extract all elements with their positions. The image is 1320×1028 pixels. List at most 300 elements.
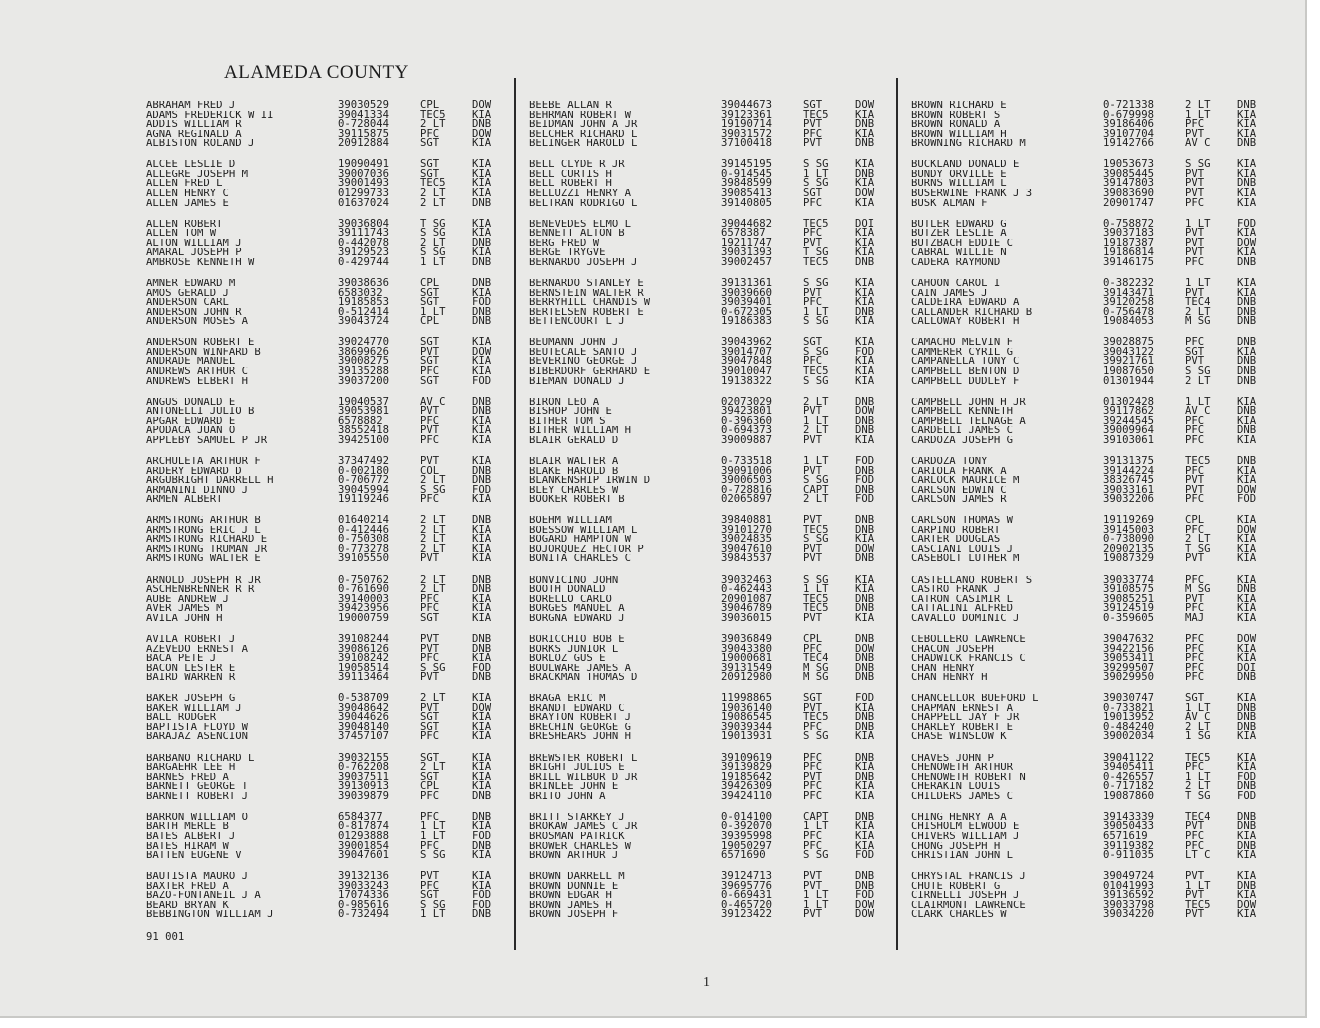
roster-entry <box>529 495 901 505</box>
entry-rank: 1 LT <box>803 167 829 180</box>
entry-rank: SGT <box>420 137 440 150</box>
entry-status: DNB <box>472 839 492 852</box>
roster-entry <box>146 395 518 408</box>
entry-serial: 0-733821 <box>1103 701 1155 714</box>
roster-entry <box>529 345 901 358</box>
entry-name: CAMACHO MELVIN F <box>911 338 1014 348</box>
entry-rank: PFC <box>1185 118 1205 131</box>
entry-serial: 39085413 <box>721 186 773 199</box>
entry-status: FOD <box>1237 770 1257 783</box>
entry-rank: S SG <box>420 898 446 911</box>
entry-rank: SGT <box>420 355 440 368</box>
entry-name: CHENOWETH ARTHUR <box>911 763 1014 773</box>
roster-group <box>911 694 1283 742</box>
entry-serial: 0-512414 <box>338 305 390 318</box>
entry-name: BENNETT ALTON B <box>529 229 625 239</box>
entry-status: KIA <box>1237 830 1257 843</box>
roster-entry <box>146 426 518 436</box>
entry-status: DOW <box>1237 898 1257 911</box>
entry-status: FOD <box>855 889 875 902</box>
roster-group <box>529 810 901 862</box>
entry-serial: 39085251 <box>1103 592 1155 605</box>
entry-rank: T SG <box>803 246 829 259</box>
entry-serial: 0-462443 <box>721 583 773 596</box>
roster-entry <box>911 535 1283 545</box>
entry-status: DNB <box>855 395 875 408</box>
page-title: ALAMEDA COUNTY <box>224 62 409 83</box>
entry-serial: 39050433 <box>1103 820 1155 833</box>
entry-rank: TEC4 <box>803 652 829 665</box>
roster-entry <box>529 535 901 545</box>
entry-serial: 01293888 <box>338 830 390 843</box>
roster-entry <box>146 782 518 792</box>
entry-status: FOD <box>472 830 492 843</box>
roster-entry <box>146 763 518 773</box>
entry-status: DOW <box>472 701 492 714</box>
entry-status: DNB <box>1237 711 1257 724</box>
entry-serial: 19090491 <box>338 158 390 171</box>
roster-group <box>529 632 901 684</box>
entry-serial: 02073029 <box>721 395 773 408</box>
entry-name: ARMEN ALBERT <box>146 495 223 505</box>
entry-serial: 39111743 <box>338 227 390 240</box>
roster-entry <box>146 822 518 832</box>
entry-name: BUSERWINE FRANK J 3 <box>911 188 1033 199</box>
entry-name: CASTRO FRANK J <box>911 585 1001 595</box>
entry-status: DNB <box>472 632 492 645</box>
roster-entry <box>146 751 518 764</box>
entry-name: ANDERSON CARL <box>146 298 229 308</box>
roster-group <box>146 454 518 506</box>
entry-rank: PFC <box>420 652 440 665</box>
entry-status: DOW <box>855 908 875 921</box>
entry-serial: 0-669431 <box>721 889 773 902</box>
entry-rank: PVT <box>1185 236 1205 249</box>
entry-name: CAMPBELL DUDLEY F <box>911 376 1020 387</box>
entry-name: CHENOWETH ROBERT N <box>911 772 1026 783</box>
roster-group <box>911 276 1283 328</box>
entry-serial: 6578882 <box>338 414 383 427</box>
entry-serial: 39037183 <box>1103 227 1155 240</box>
roster-entry <box>146 364 518 377</box>
entry-rank: PVT <box>803 236 823 249</box>
entry-rank: AV C <box>1185 137 1211 150</box>
roster-entry <box>146 338 518 348</box>
roster-entry <box>911 286 1283 299</box>
entry-status: KIA <box>1237 514 1257 527</box>
entry-status: FOD <box>472 661 492 674</box>
entry-name: BEHRMAN ROBERT W <box>529 110 632 121</box>
entry-name: ARMSTRONG RICHARD E <box>146 535 268 545</box>
entry-status: KIA <box>1237 870 1257 883</box>
entry-serial: 6583032 <box>338 286 383 299</box>
entry-rank: AV C <box>1185 405 1211 418</box>
entry-name: BAXTER FRED A <box>146 881 229 892</box>
entry-serial: 19087860 <box>1103 789 1155 802</box>
entry-serial: 39395998 <box>721 830 773 843</box>
entry-name: CIRNELLI JOSEPH J <box>911 891 1020 901</box>
entry-status: KIA <box>855 127 875 140</box>
entry-status: KIA <box>1237 602 1257 615</box>
entry-status: KIA <box>472 177 492 190</box>
roster-entry <box>529 732 901 742</box>
entry-name: CAMPBELL TELNAGE A <box>911 416 1026 427</box>
roster-entry <box>146 495 518 505</box>
entry-rank: PFC <box>420 364 440 377</box>
roster-entry <box>146 642 518 655</box>
entry-rank: MAJ <box>1185 611 1205 624</box>
entry-rank: CPL <box>420 99 440 111</box>
roster-group <box>911 516 1283 564</box>
entry-serial: 0-717182 <box>1103 780 1155 793</box>
entry-serial: 39107704 <box>1103 127 1155 140</box>
roster-entry <box>146 832 518 842</box>
entry-rank: PVT <box>420 870 440 883</box>
roster-entry <box>529 357 901 367</box>
entry-name: BONVICINO JOHN <box>529 575 619 586</box>
roster-entry <box>146 317 518 327</box>
entry-status: KIA <box>472 652 492 665</box>
entry-name: BALL RODGER <box>146 713 217 723</box>
entry-serial: 39423956 <box>338 602 390 615</box>
entry-serial: 0-914545 <box>721 167 773 180</box>
entry-name: ARCHULETA ARTHUR F <box>146 456 261 467</box>
roster-group <box>911 573 1283 624</box>
roster-entry <box>529 701 901 714</box>
entry-name: BREWSTER ROBERT L <box>529 753 638 764</box>
entry-rank: 2 LT <box>803 395 829 408</box>
roster-entry <box>529 255 901 268</box>
roster-entry <box>146 523 518 536</box>
entry-name: BISHOP JOHN E <box>529 407 612 417</box>
entry-name: CALLANDER RICHARD B <box>911 307 1033 318</box>
entry-rank: CPL <box>1185 514 1205 527</box>
entry-status: DOW <box>855 898 875 911</box>
entry-name: BATES ALBERT J <box>146 832 236 842</box>
entry-status: KIA <box>472 849 492 862</box>
entry-rank: PVT <box>803 870 823 883</box>
entry-name: BEARD BRYAN K <box>146 900 229 911</box>
roster-group <box>911 101 1283 149</box>
entry-serial: 39103061 <box>1103 433 1155 446</box>
entry-name: CHANCELLOR BUEFORD L <box>911 694 1039 704</box>
entry-rank: SGT <box>803 692 823 705</box>
roster-entry <box>146 701 518 714</box>
entry-serial: 39030529 <box>338 99 390 111</box>
entry-status: KIA <box>472 611 492 624</box>
entry-name: BRACKMAN THOMAS D <box>529 673 638 683</box>
entry-name: CHAPMAN ERNEST A <box>911 703 1014 714</box>
entry-rank: 2 LT <box>1185 533 1211 546</box>
roster-entry <box>529 789 901 802</box>
entry-status: DNB <box>855 751 875 764</box>
entry-name: AVER JAMES M <box>146 604 223 614</box>
entry-name: CARDELLI JAMES C <box>911 426 1014 436</box>
entry-status: DNB <box>1237 305 1257 318</box>
entry-rank: 1 LT <box>803 583 829 596</box>
entry-status: DNB <box>472 573 492 586</box>
entry-serial: 39041334 <box>338 108 390 121</box>
entry-serial: 39047632 <box>1103 632 1155 645</box>
entry-name: CARPINO ROBERT <box>911 525 1001 536</box>
entry-status: DOW <box>855 405 875 418</box>
entry-name: BURNS WILLIAM L <box>911 179 1007 189</box>
roster-entry <box>146 632 518 645</box>
entry-serial: 01637024 <box>338 196 390 209</box>
entry-name: CHIVERS WILLIAM J <box>911 832 1020 842</box>
entry-rank: 2 LT <box>803 424 829 437</box>
entry-status: DNB <box>472 642 492 655</box>
entry-serial: 39043724 <box>338 315 390 328</box>
entry-serial: 0-429744 <box>338 255 390 268</box>
entry-rank: 2 LT <box>420 118 446 131</box>
roster-entry <box>529 139 901 149</box>
entry-rank: LT C <box>1185 849 1211 862</box>
entry-status: DNB <box>472 405 492 418</box>
entry-status: DNB <box>1237 355 1257 368</box>
roster-entry <box>146 357 518 367</box>
entry-rank: 2 LT <box>420 474 446 487</box>
roster-entry <box>146 483 518 496</box>
entry-serial: 19000681 <box>721 652 773 665</box>
entry-name: BUCKLAND DONALD E <box>911 160 1020 170</box>
entry-serial: 39009964 <box>1103 424 1155 437</box>
roster-entry <box>146 592 518 605</box>
roster-entry <box>911 179 1283 189</box>
entry-name: BIBERDORF GERHARD E <box>529 366 651 377</box>
entry-name: BAZO-FONTANEIL J A <box>146 891 261 901</box>
entry-serial: 39132136 <box>338 870 390 883</box>
entry-serial: 39921761 <box>1103 355 1155 368</box>
entry-rank: 2 LT <box>420 761 446 774</box>
entry-name: BROWN JOSEPH F <box>529 910 619 920</box>
entry-rank: SGT <box>420 286 440 299</box>
entry-name: BOEHM WILLIAM <box>529 516 612 526</box>
entry-name: ALLEGRE JOSEPH M <box>146 169 249 180</box>
entry-name: CAMPBELL BENTON D <box>911 366 1020 377</box>
entry-rank: PFC <box>1185 661 1205 674</box>
entry-serial: 39039344 <box>721 720 773 733</box>
entry-name: BEEBE ALLAN R <box>529 101 612 111</box>
entry-name: CALLOWAY ROBERT H <box>911 317 1020 327</box>
entry-status: KIA <box>1237 395 1257 408</box>
entry-status: KIA <box>472 433 492 446</box>
entry-status: DNB <box>472 671 492 684</box>
roster-entry <box>911 789 1283 802</box>
entry-status: KIA <box>855 830 875 843</box>
entry-serial: 0-382232 <box>1103 276 1155 289</box>
roster-entry <box>146 286 518 299</box>
entry-status: DNB <box>1237 424 1257 437</box>
entry-name: BATES HIRAM W <box>146 841 229 852</box>
entry-name: BELINGER HAROLD L <box>529 139 638 149</box>
entry-status: DNB <box>855 879 875 892</box>
roster-entry <box>911 464 1283 477</box>
entry-rank: 1 LT <box>1185 276 1211 289</box>
roster-entry <box>911 338 1283 348</box>
entry-status: KIA <box>472 186 492 199</box>
entry-status: KIA <box>472 158 492 171</box>
entry-rank: TEC5 <box>803 364 829 377</box>
entry-status: KIA <box>472 454 492 467</box>
roster-entry <box>146 720 518 733</box>
entry-rank: PVT <box>420 454 440 467</box>
entry-serial: 19185853 <box>338 296 390 309</box>
entry-serial: 39144224 <box>1103 464 1155 477</box>
entry-status: DNB <box>855 137 875 150</box>
entry-serial: 0-733518 <box>721 454 773 467</box>
roster-entry <box>911 395 1283 408</box>
entry-status: KIA <box>1237 246 1257 259</box>
entry-status: DNB <box>472 395 492 408</box>
entry-rank: CPL <box>420 315 440 328</box>
entry-name: BERRYHILL CHANDIS W <box>529 298 651 308</box>
entry-name: APPLEBY SAMUEL P JR <box>146 435 268 446</box>
entry-rank: PFC <box>1185 196 1205 209</box>
entry-name: BERG FRED W <box>529 238 600 249</box>
entry-status: DNB <box>472 908 492 921</box>
entry-rank: PFC <box>803 830 823 843</box>
entry-serial: 0-672305 <box>721 305 773 318</box>
entry-serial: 39033243 <box>338 879 390 892</box>
entry-rank: PFC <box>1185 761 1205 774</box>
entry-serial: 39186406 <box>1103 118 1155 131</box>
page-number: 1 <box>703 975 710 990</box>
entry-status: FOD <box>472 374 492 387</box>
roster-entry <box>146 604 518 614</box>
entry-name: ALBISTON ROLAND J <box>146 139 255 149</box>
entry-status: DNB <box>855 711 875 724</box>
entry-rank: M SG <box>1185 315 1211 328</box>
entry-name: CARLOCK MAURICE M <box>911 476 1020 486</box>
roster-entry <box>529 414 901 427</box>
entry-serial: 39048140 <box>338 720 390 733</box>
entry-status: KIA <box>472 780 492 793</box>
entry-rank: PVT <box>420 424 440 437</box>
roster-entry <box>146 910 518 920</box>
entry-rank: PFC <box>1185 523 1205 536</box>
entry-rank: PFC <box>1185 414 1205 427</box>
entry-serial: 19013931 <box>721 730 773 743</box>
entry-status: DNB <box>1237 454 1257 467</box>
roster-column-2 <box>529 101 901 932</box>
entry-rank: M SG <box>803 671 829 684</box>
roster-group <box>529 101 901 149</box>
entry-name: BRIGHT JULIUS E <box>529 763 625 773</box>
entry-serial: 39244545 <box>1103 414 1155 427</box>
entry-status: KIA <box>1237 186 1257 199</box>
roster-entry <box>911 701 1283 714</box>
footer-code: 91 001 <box>146 931 185 943</box>
entry-name: BEIDMAN JOHN A JR <box>529 120 638 130</box>
entry-rank: S SG <box>1185 158 1211 171</box>
entry-name: BLAIR WALTER A <box>529 456 619 467</box>
entry-name: BLAIR GERALD D <box>529 435 619 446</box>
entry-rank: PFC <box>803 127 823 140</box>
entry-rank: 1 LT <box>803 898 829 911</box>
entry-rank: 2 LT <box>420 236 446 249</box>
entry-status: KIA <box>855 108 875 121</box>
roster-entry <box>911 611 1283 624</box>
entry-rank: 1 LT <box>803 454 829 467</box>
entry-name: BONITA CHARLES C <box>529 554 632 565</box>
entry-serial: 19190714 <box>721 118 773 131</box>
entry-name: BOOTH DONALD <box>529 585 606 595</box>
roster-entry <box>911 832 1283 842</box>
entry-rank: S SG <box>803 573 829 586</box>
entry-rank: 2 LT <box>420 692 446 705</box>
roster-entry <box>529 229 901 239</box>
entry-name: BROWN RONALD A <box>911 120 1001 130</box>
roster-entry <box>146 476 518 486</box>
entry-serial: 39029950 <box>1103 671 1155 684</box>
roster-entry <box>911 305 1283 318</box>
entry-rank: PFC <box>1185 464 1205 477</box>
roster-entry <box>529 374 901 387</box>
entry-rank: PFC <box>420 433 440 446</box>
entry-name: ADAMS FREDERICK W II <box>146 110 274 121</box>
roster-entry <box>529 782 901 792</box>
entry-name: BROWNING RICHARD M <box>911 139 1026 149</box>
entry-status: KIA <box>1237 908 1257 921</box>
entry-serial: 19119246 <box>338 493 390 506</box>
entry-status: FOD <box>855 849 875 862</box>
roster-entry <box>146 464 518 477</box>
entry-status: KIA <box>472 552 492 565</box>
entry-status: KIA <box>855 701 875 714</box>
entry-serial: 0-721338 <box>1103 99 1155 111</box>
entry-status: DNB <box>855 652 875 665</box>
roster-group <box>911 751 1283 802</box>
entry-rank: PFC <box>803 227 823 240</box>
entry-rank: SGT <box>420 336 440 349</box>
entry-status: DOW <box>1237 236 1257 249</box>
roster-group <box>529 516 901 564</box>
entry-status: KIA <box>472 424 492 437</box>
entry-status: KIA <box>855 158 875 171</box>
entry-rank: PVT <box>803 286 823 299</box>
entry-status: DNB <box>855 167 875 180</box>
entry-rank: PVT <box>1185 177 1205 190</box>
entry-name: BROWN EDGAR H <box>529 891 612 901</box>
entry-name: BORICCHIO BOB E <box>529 634 625 645</box>
roster-group <box>911 810 1283 862</box>
entry-serial: 39047848 <box>721 355 773 368</box>
entry-rank: 1 LT <box>420 908 446 921</box>
entry-name: BRILL WILBUR D JR <box>529 772 638 783</box>
entry-name: ANDERSON JOHN R <box>146 307 242 318</box>
entry-status: FOD <box>472 483 492 496</box>
roster-entry <box>529 694 901 704</box>
entry-rank: 2 LT <box>420 573 446 586</box>
entry-serial: 19050297 <box>721 839 773 852</box>
roster-entry <box>529 454 901 467</box>
entry-name: ANDREWS ARTHUR C <box>146 366 249 377</box>
entry-status: DNB <box>855 305 875 318</box>
roster-entry <box>529 822 901 832</box>
entry-serial: 19036140 <box>721 701 773 714</box>
entry-name: BITHER TOM S <box>529 416 606 427</box>
roster-entry <box>146 298 518 308</box>
entry-name: ANDERSON ROBERT E <box>146 338 255 348</box>
entry-serial: 39131375 <box>1103 454 1155 467</box>
entry-rank: PFC <box>1185 336 1205 349</box>
roster-entry <box>911 101 1283 111</box>
entry-rank: SGT <box>420 889 440 902</box>
roster-group <box>146 516 518 564</box>
roster-entry <box>146 127 518 140</box>
roster-entry <box>911 851 1283 861</box>
